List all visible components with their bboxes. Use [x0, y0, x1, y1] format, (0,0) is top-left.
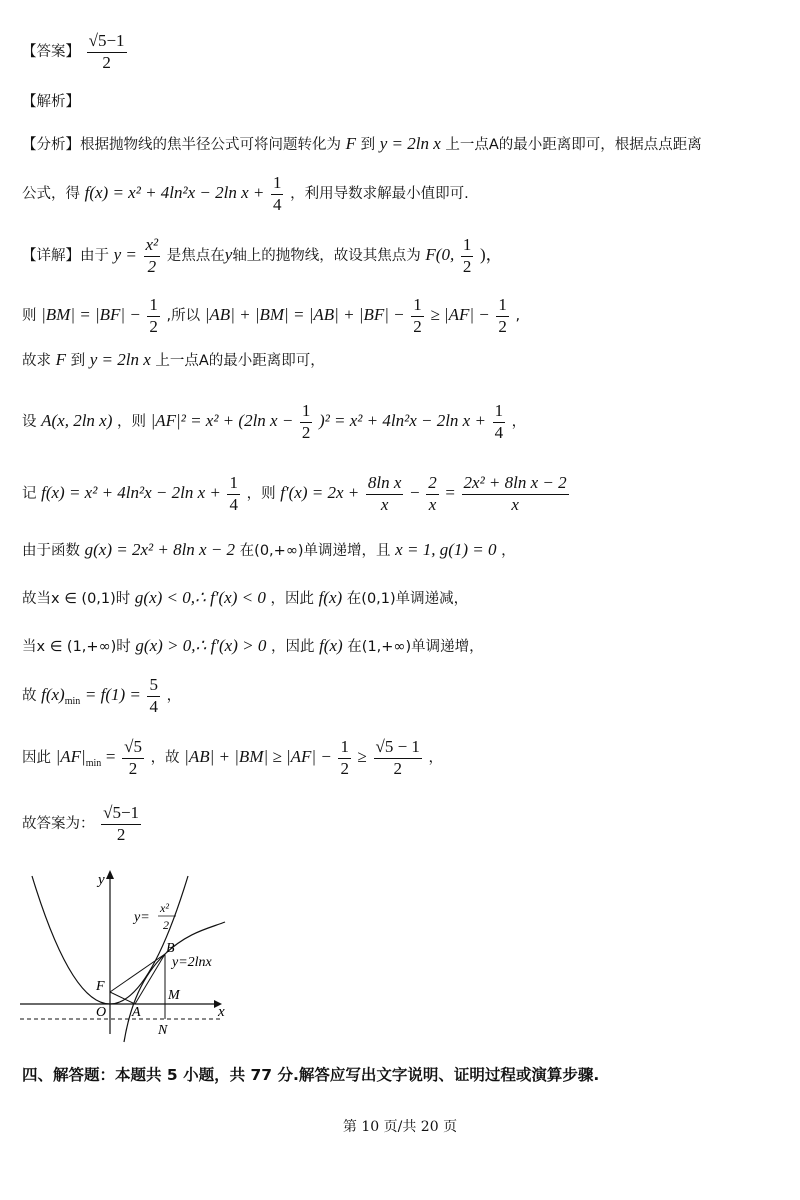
point-M-label: M	[168, 988, 180, 1003]
detail-line-8: 当x ∈ (1,+∞)时 g(x) > 0,∴ f′(x) > 0 ，因此 f(x) 在(1,+∞)单调递增，	[22, 636, 484, 655]
fraction: $\frac{\text{8ln x}}{x}$	[367, 473, 402, 514]
detail-line-9: 故 $f(x)_{min} = f(1)$ = $\frac{5}{4}$ ，	[22, 675, 182, 716]
fraction: $\frac{1}{4}$	[229, 473, 238, 514]
parabola-label-den: 2	[163, 918, 169, 932]
fraction: $\frac{1}{4}$	[272, 173, 282, 214]
point-F-label: F	[96, 979, 105, 994]
fraction: $\frac{\text{2x² + 8ln x − 2}}{x}$	[463, 473, 567, 514]
detail-line-10: 因此 $|AF|_{min}$ = $\frac{√5}{2}$ ，故 |AB| + |BM| ≥ |AF| − $\frac{1}{2}$ ≥ $\frac{√5 - 1}{2}$ ，	[22, 737, 444, 778]
fenxi-text: 上一点A的最小距离即可，根据点点距离	[445, 137, 702, 153]
fraction: $\frac{1}{2}$	[149, 295, 158, 336]
fenxi-line-1	[22, 134, 702, 154]
math-curve: y = 2ln x	[379, 134, 441, 153]
fraction: $\frac{√5 - 1}{2}$	[375, 737, 420, 778]
math-fx: f(x) = x² + 4ln²x − 2ln x +	[84, 183, 265, 203]
log-label: y=2lnx	[172, 955, 212, 970]
detail-line-3: 故求 F 到 y = 2ln x 上一点A的最小距离即可，	[22, 350, 325, 369]
fenxi-text: ，利用导数求解最小值即可.	[290, 186, 469, 203]
detail-line-6: 由于函数 g(x) = 2x² + 8ln x − 2 在(0,+∞)单调递增，且 x = 1, g(1) = 0 ，	[22, 540, 516, 559]
parabola-label: y=	[134, 910, 150, 925]
detail-line-1: 【详解】由于 y = $\frac{\text{x²}}{2}$ 是焦点在y轴上的抛物线，故设其焦点为 F(0, $\frac{1}{2}$ )，	[22, 235, 503, 276]
parabola-log-figure	[20, 866, 240, 1046]
detail-line-4: 设 A(x, 2ln x) ，则 |AF|² = x² + (2ln x − $\frac{1}{2}$ )² = x² + 4ln²x − 2ln x + $\frac{1}{4}$ ，	[22, 401, 527, 442]
log-curve	[124, 922, 225, 1042]
final-answer-line: 故答案为： $\frac{√5-1}{2}$	[22, 803, 140, 844]
answer-line	[22, 32, 129, 72]
fenxi-label: 【分析】	[22, 137, 80, 153]
point-O-label: O	[96, 1005, 107, 1020]
detail-line-7: 故当x ∈ (0,1)时 g(x) < 0,∴ f′(x) < 0 ，因此 f(x) 在(0,1)单调递减，	[22, 588, 469, 607]
fenxi-text: 根据抛物线的焦半径公式可将问题转化为	[80, 137, 341, 153]
page-footer: 第 10 页/共 20 页	[342, 1119, 458, 1135]
math-F: F	[345, 134, 356, 153]
segment-AB	[135, 954, 165, 1004]
y-axis-arrow-icon	[106, 870, 114, 879]
fraction: $\frac{√5}{2}$	[124, 737, 142, 778]
fraction: $\frac{1}{2}$	[462, 235, 472, 276]
fraction: $\frac{\text{x²}}{2}$	[145, 235, 159, 276]
parabola-label-num: x²	[160, 901, 169, 915]
point-B-label: B	[166, 941, 175, 956]
detail-label: 【详解】	[22, 248, 80, 265]
answer-label: 【答案】	[22, 44, 80, 61]
detail-line-5: 记 f(x) = x² + 4ln²x − 2ln x + $\frac{1}{4}$ ，则 f′(x) = 2x + $\frac{\text{8ln x}}{x}$ − $\frac{2}{x}$ = $\frac{\text{2x² + 8ln x − 2}}{x}$	[22, 473, 567, 514]
analysis-label: 【解析】	[22, 94, 80, 110]
section-heading: 四、解答题：本题共 5 小题，共 77 分.解答应写出文字说明、证明过程或演算步骤.	[22, 1066, 600, 1084]
fenxi-text: 到	[360, 137, 376, 153]
answer-numerator: √5−1	[87, 32, 127, 53]
fraction: $\frac{5}{4}$	[149, 675, 158, 716]
segment-FB	[110, 954, 165, 992]
answer-fraction	[87, 32, 127, 72]
point-N-label: N	[158, 1023, 168, 1038]
fenxi-line-2	[22, 174, 469, 214]
fraction: $\frac{1}{4}$	[494, 401, 504, 442]
fraction: $\frac{1}{2}$	[498, 295, 507, 336]
point-A-label: A	[132, 1005, 141, 1020]
fraction: $\frac{1}{2}$	[413, 295, 422, 336]
x-axis-label: x	[218, 1004, 225, 1020]
y-axis-label: y	[98, 872, 105, 888]
fenxi-text: 公式，得	[22, 186, 80, 203]
final-answer-fraction: $\frac{√5-1}{2}$	[103, 803, 140, 844]
fraction: $\frac{1}{2}$	[340, 737, 349, 778]
fraction: $\frac{2}{x}$	[428, 473, 437, 514]
detail-line-2: 则 |BM| = |BF| − $\frac{1}{2}$ ,所以 |AB| + |BM| = |AB| + |BF| − $\frac{1}{2}$ ≥ |AF| − $\frac{1}{2}$ ,	[22, 295, 521, 336]
fraction: $\frac{1}{2}$	[301, 401, 311, 442]
answer-denominator: 2	[102, 52, 111, 72]
